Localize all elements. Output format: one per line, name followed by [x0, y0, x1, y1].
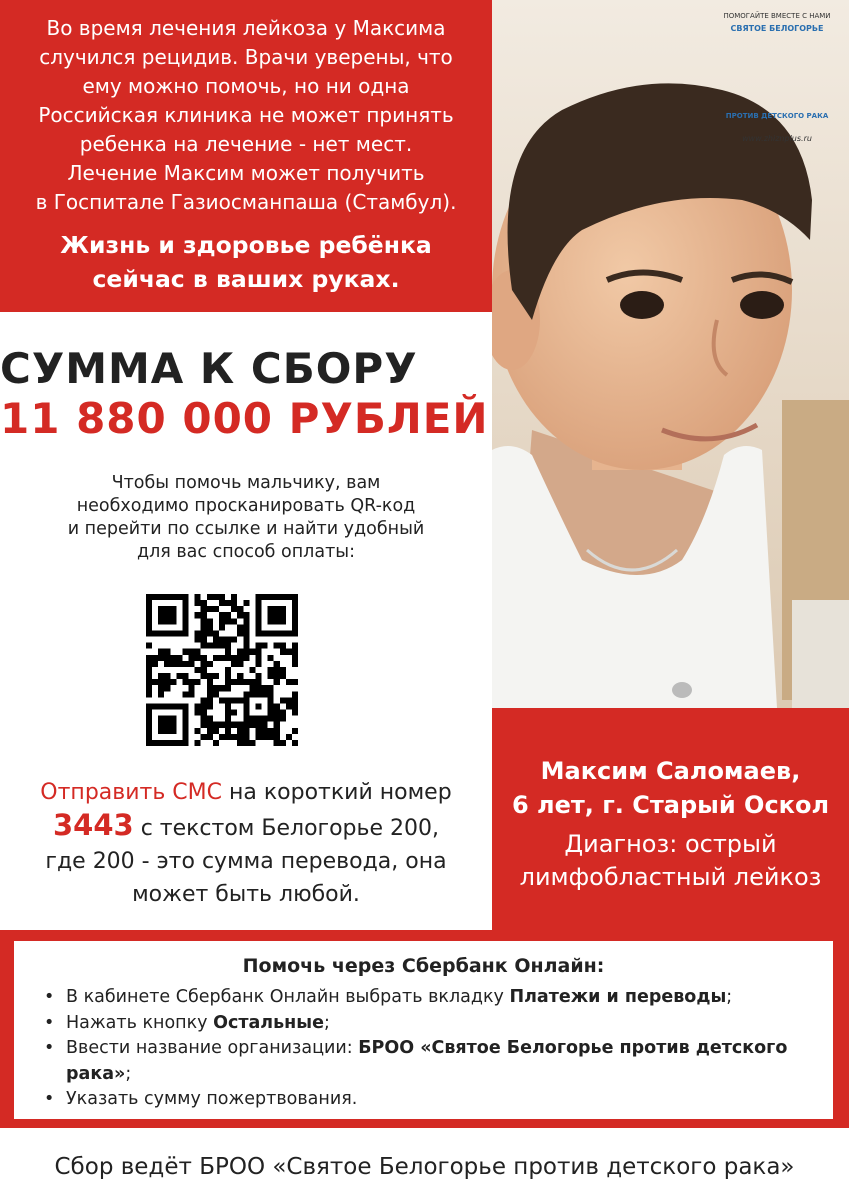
sms-after-highlight: на короткий номер	[222, 780, 452, 805]
qr-instruction-line: для вас способ оплаты:	[136, 542, 355, 562]
sms-line-1	[10, 776, 482, 809]
intro-text	[14, 14, 478, 217]
child-portrait-illustration	[492, 0, 849, 708]
diagnosis	[492, 828, 849, 894]
sum-title: СУММА К СБОРУ	[0, 344, 418, 393]
step-after: ;	[323, 1012, 330, 1033]
sms-line-4: может быть любой.	[132, 882, 360, 907]
step-bold: Остальные	[213, 1012, 324, 1033]
qr-instructions	[20, 472, 472, 564]
child-info-panel	[492, 708, 849, 930]
diagnosis-line: Диагноз: острый	[564, 830, 777, 858]
sberbank-step	[40, 985, 820, 1011]
sms-line-2	[10, 809, 482, 845]
intro-line: Лечение Максим может получить	[67, 161, 425, 185]
step-text: В кабинете Сбербанк Онлайн выбрать вкладку	[66, 987, 510, 1007]
sms-number: 3443	[52, 808, 134, 842]
qr-instruction-line: Чтобы помочь мальчику, вам	[111, 473, 381, 493]
sms-line-3: где 200 - это сумма перевода, она	[45, 849, 447, 874]
logo-top-text: ПОМОГАЙТЕ ВМЕСТЕ С НАМИ	[723, 12, 831, 20]
sberbank-section	[0, 930, 849, 1128]
slogan-line: сейчас в ваших руках.	[92, 265, 400, 293]
qr-code[interactable]	[146, 594, 298, 746]
qr-instruction-line: и перейти по ссылке и найти удобный	[67, 519, 425, 539]
sms-highlight: Отправить СМС	[40, 780, 223, 805]
step-after: ;	[125, 1063, 132, 1084]
qr-instruction-line: необходимо просканировать QR-код	[76, 496, 416, 516]
intro-line: ему можно помочь, но ни одна	[82, 74, 410, 98]
child-photo	[492, 0, 849, 708]
step-bold: БРОО «Святое Белогорье против детского рака»	[66, 1038, 788, 1084]
step-bold: Платежи и переводы	[509, 987, 727, 1007]
intro-line: в Госпитале Газиосманпаша (Стамбул).	[35, 190, 457, 214]
sberbank-step	[40, 1036, 820, 1087]
intro-line: Во время лечения лейкоза у Максима	[46, 16, 446, 40]
sum-amount: 11 880 000 РУБЛЕЙ	[0, 394, 489, 443]
child-details: 6 лет, г. Старый Оскол	[511, 791, 830, 819]
diagnosis-line: лимфобластный лейкоз	[519, 863, 822, 891]
sberbank-title: Помочь через Сбербанк Онлайн:	[242, 955, 605, 977]
sberbank-steps	[40, 985, 820, 1113]
step-after: ;	[726, 987, 733, 1007]
step-text: Нажать кнопку	[66, 1012, 214, 1033]
logo-ring-text-top: СВЯТОЕ БЕЛОГОРЬЕ	[730, 24, 824, 33]
sms-instructions	[10, 776, 482, 911]
footer-text: Сбор ведёт БРОО «Святое Белогорье против детского рака»	[54, 1154, 795, 1180]
footer	[0, 1128, 849, 1200]
slogan	[14, 228, 478, 296]
step-text: Указать сумму пожертвования.	[66, 1089, 358, 1109]
child-name-block	[492, 754, 849, 822]
child-name: Максим Саломаев,	[540, 757, 801, 785]
step-text: Ввести название организации:	[66, 1038, 359, 1058]
slogan-line: Жизнь и здоровье ребёнка	[60, 231, 432, 259]
intro-line: ребенка на лечение - нет мест.	[79, 132, 413, 156]
sms-after-number: с текстом Белогорье 200,	[133, 816, 439, 841]
intro-line: Российская клиника не может принять	[38, 103, 454, 127]
logo-url: www.zhiznplus.ru	[742, 134, 812, 143]
sberbank-step	[40, 1011, 820, 1037]
sberbank-step	[40, 1087, 820, 1113]
intro-line: случился рецидив. Врачи уверены, что	[39, 45, 453, 69]
intro-panel	[0, 0, 492, 312]
sberbank-box	[14, 941, 833, 1119]
logo-ring-text-bottom: ПРОТИВ ДЕТСКОГО РАКА	[725, 112, 829, 120]
